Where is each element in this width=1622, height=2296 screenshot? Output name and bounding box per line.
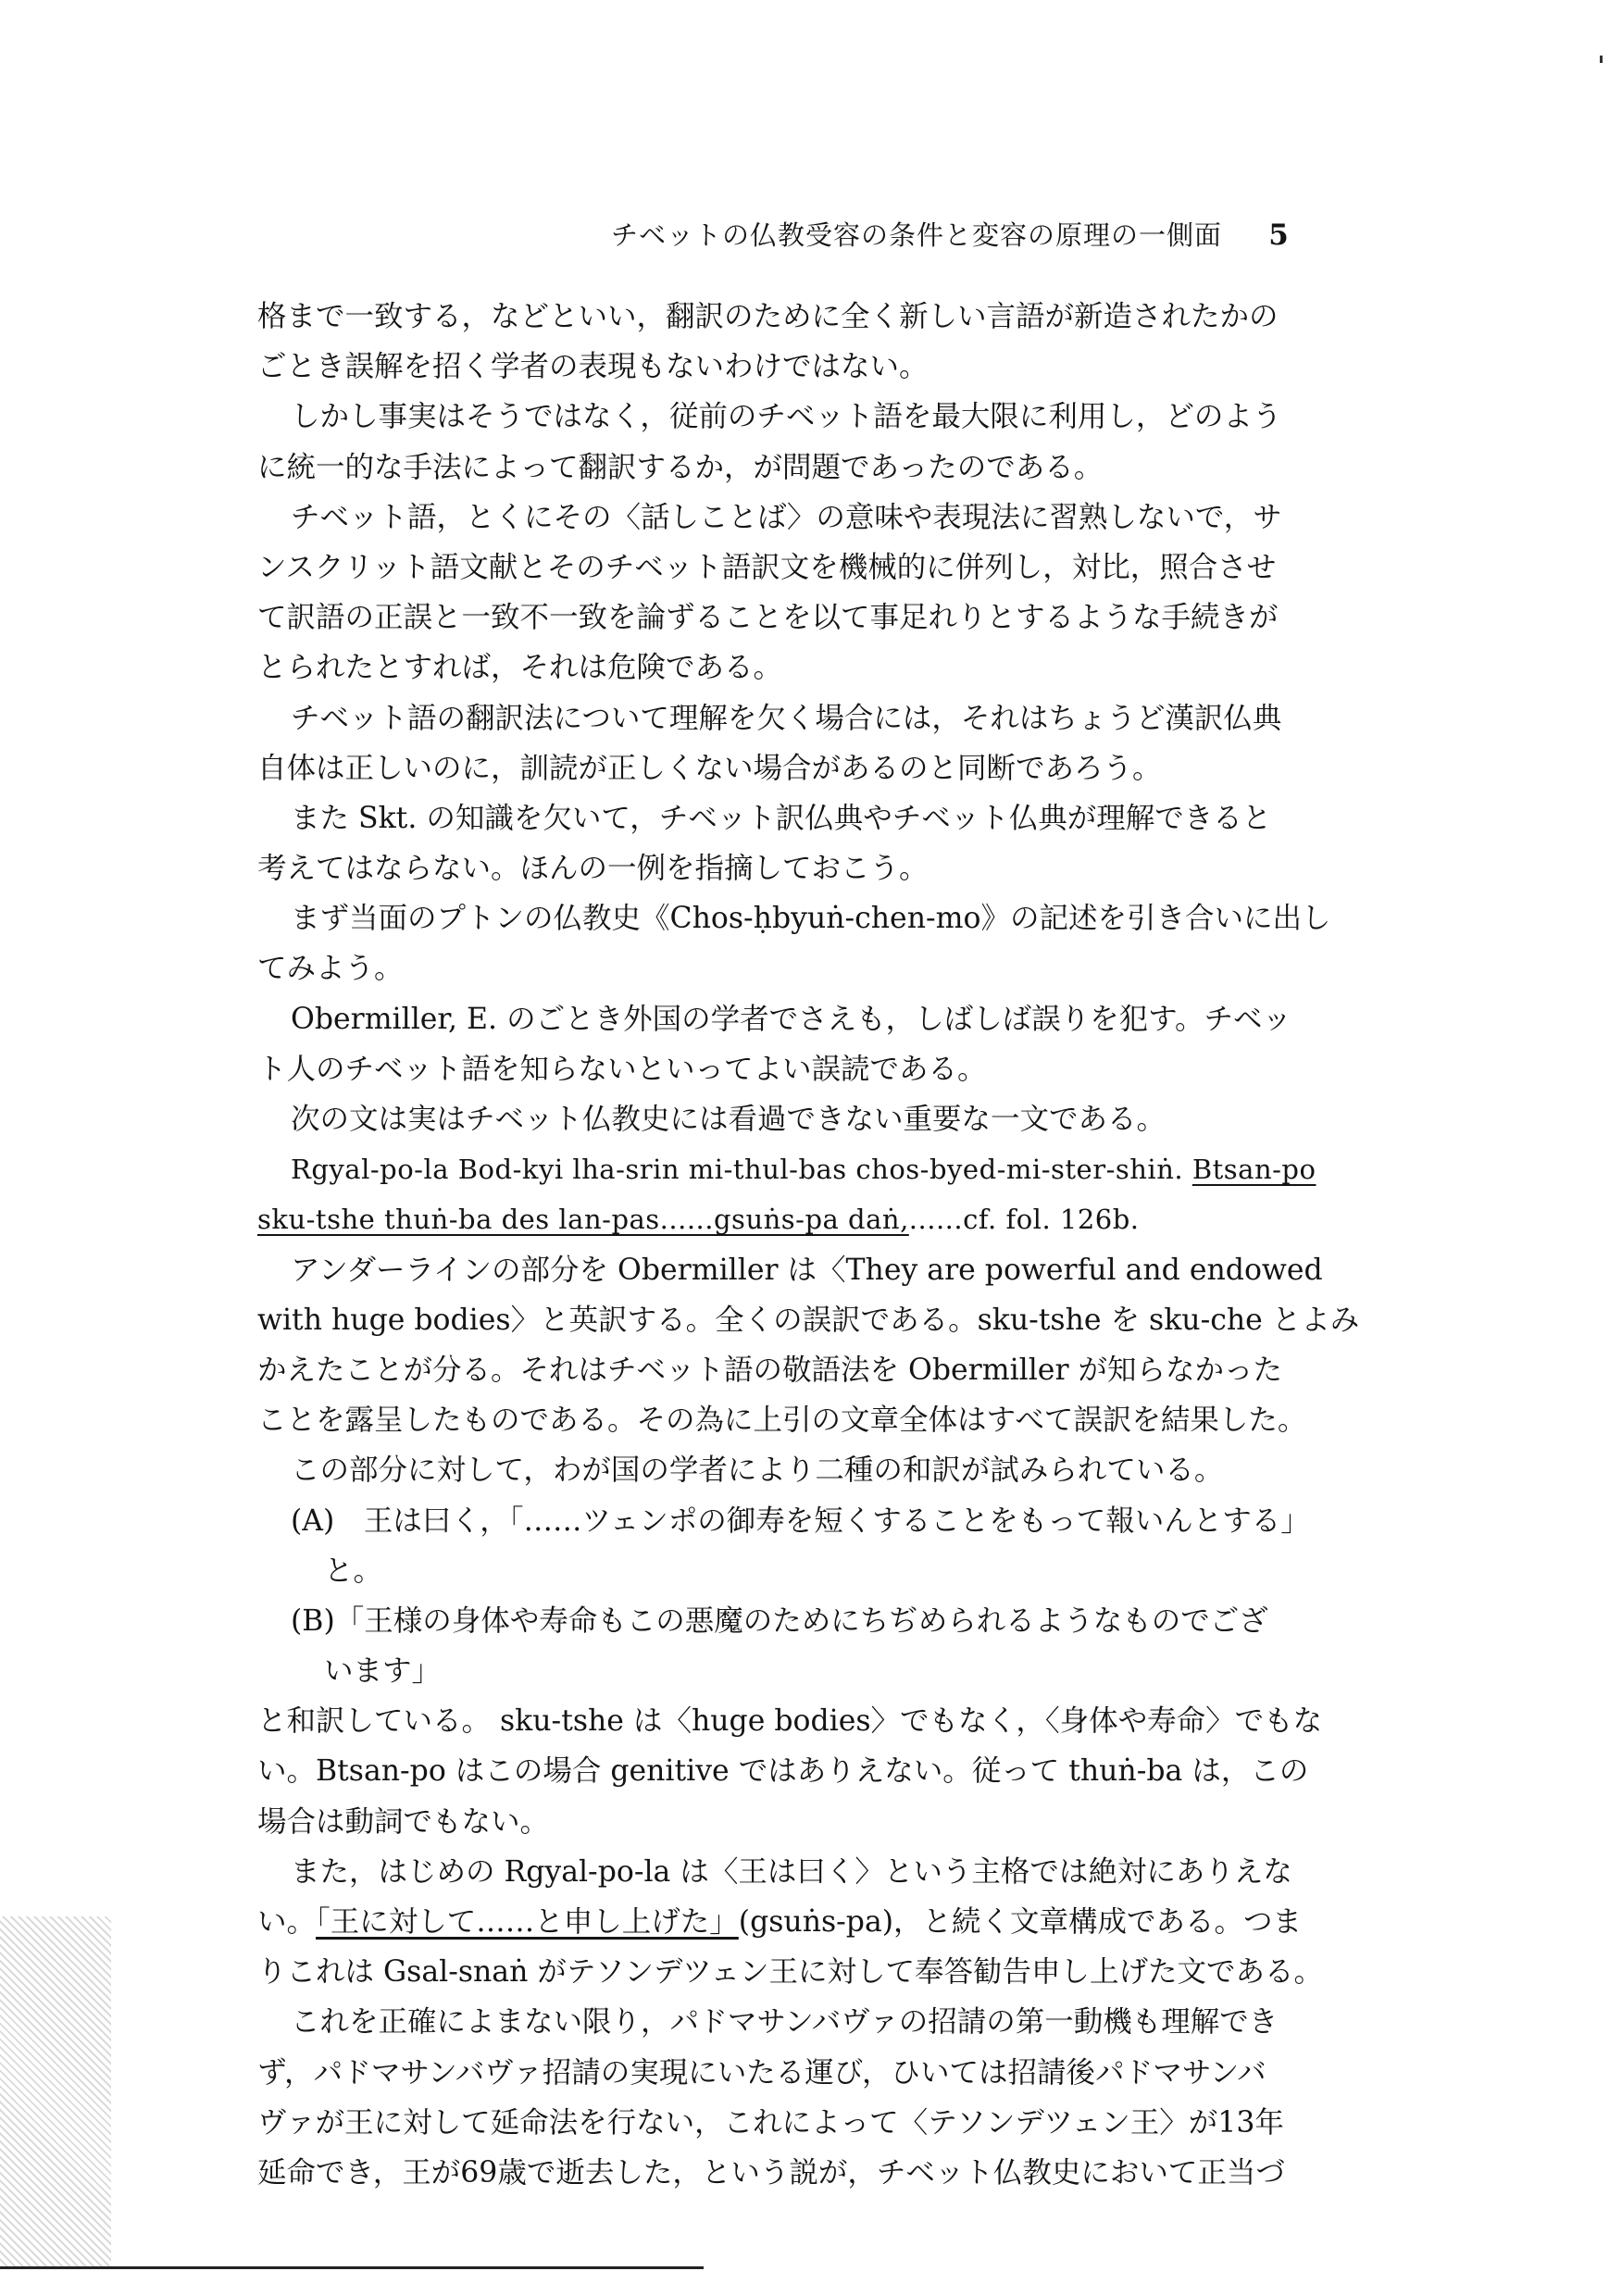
text-line: ト人のチベット語を知らないといってよい誤読である。	[257, 1052, 987, 1086]
text-line: りこれは Gsal-snaṅ がテソンデツェン王に対して奉答勧告申し上げた文である。	[257, 1955, 1323, 1990]
running-header	[611, 215, 1296, 253]
text-line: い。「王に対して……と申し上げた」(gsuṅs-pa)，と続く文章構成である。つま	[257, 1905, 1303, 1939]
text-line: sku-tshe thuṅ-ba des lan-pas......gsuṅs-pa daṅ,......cf. fol. 126b.	[257, 1204, 1140, 1236]
body-text	[257, 292, 1360, 2198]
text-line: Obermiller, E. のごとき外国の学者でさえも，しばしば誤りを犯す。チベッ	[291, 1002, 1292, 1036]
text-line: with huge bodies〉と英訳する。全くの誤訳である。sku-tshe を sku-che とよみ	[257, 1303, 1360, 1337]
underlined-phrase: Btsan-po	[1192, 1154, 1316, 1186]
text-line: とられたとすれば，それは危険である。	[257, 651, 783, 685]
text-line: (A) 王は曰く，「……ツェンポの御寿を短くすることをもって報いんとする」	[291, 1504, 1310, 1538]
text-line: チベット語の翻訳法について理解を欠く場合には，それはちょうど漢訳仏典	[291, 701, 1282, 735]
text-line: これを正確によまない限り，パドマサンバヴァの招請の第一動機も理解でき	[291, 2005, 1279, 2040]
running-title: チベットの仏教受容の条件と変容の原理の一側面	[611, 219, 1223, 251]
text-line: この部分に対して，わが国の学者により二種の和訳が試みられている。	[291, 1454, 1224, 1488]
text-line: 考えてはならない。ほんの一例を指摘しておこう。	[257, 852, 929, 886]
scan-margin-noise	[0, 1916, 111, 2268]
text-line: アンダーラインの部分を Obermiller は〈They are powerful and endowed	[291, 1253, 1323, 1287]
text-line: ごとき誤解を招く学者の表現もないわけではない。	[257, 350, 929, 384]
text-line: います」	[324, 1654, 442, 1689]
text-line: (B)「王様の身体や寿命もこの悪魔のためにちぢめられるようなものでござ	[291, 1603, 1268, 1638]
underlined-phrase: sku-tshe thuṅ-ba des lan-pas......gsuṅs-pa daṅ,	[257, 1204, 909, 1236]
underlined-phrase: 「王に対して……と申し上げた」	[316, 1905, 739, 1939]
text-line: に統一的な手法によって翻訳するか，が問題であったのである。	[257, 450, 1104, 484]
text-line: チベット語，とくにその〈話しことば〉の意味や表現法に習熟しないで，サ	[291, 500, 1282, 534]
text-line: しかし事実はそうではなく，従前のチベット語を最大限に利用し，どのよう	[291, 400, 1282, 434]
text-line: てみよう。	[257, 952, 404, 986]
text-line: ことを露呈したものである。その為に上引の文章全体はすべて誤訳を結果した。	[257, 1404, 1307, 1438]
text-line: 格まで一致する，などといい，翻訳のために全く新しい言語が新造されたかの	[257, 300, 1279, 333]
text-line: ず，パドマサンバヴァ招請の実現にいたる運び，ひいては招請後パドマサンバ	[257, 2055, 1266, 2090]
page-number: 5	[1268, 218, 1290, 252]
text-line: と和訳している。 sku-tshe は〈huge bodies〉でもなく，〈身体や寿命〉でもな	[257, 1704, 1323, 1739]
text-line: また，はじめの Rgyal-po-la は〈王は曰く〉という主格では絶対にありえな	[291, 1854, 1292, 1889]
text-line: と。	[324, 1554, 383, 1588]
text-line: 場合は動詞でもない。	[257, 1804, 550, 1839]
text-line: て訳語の正誤と一致不一致を論ずることを以て事足れりとするような手続きが	[257, 601, 1279, 635]
text-line: Rgyal-po-la Bod-kyi lha-srin mi-thul-bas chos-byed-mi-ster-shiṅ. Btsan-po	[291, 1154, 1316, 1186]
scan-speck	[1600, 56, 1603, 63]
text-line: かえたことが分る。それはチベット語の敬語法を Obermiller が知らなかった	[257, 1353, 1283, 1387]
text-line: 延命でき，王が69歳で逝去した，という説が，チベット仏教史において正当づ	[257, 2155, 1285, 2190]
text-line: まず当面のプトンの仏教史《Chos-ḥbyuṅ-chen-mo》の記述を引き合いに出し	[291, 902, 1331, 936]
text-line: また Skt. の知識を欠いて，チベット訳仏典やチベット仏典が理解できると	[291, 801, 1272, 835]
scan-bottom-edge	[0, 2266, 704, 2269]
text-line: い。Btsan-po はこの場合 genitive ではありえない。従って thuṅ-ba は，この	[257, 1754, 1309, 1789]
text-line: 次の文は実はチベット仏教史には看過できない重要な一文である。	[291, 1103, 1167, 1136]
text-line: 自体は正しいのに，訓読が正しくない場合があるのと同断であろう。	[257, 751, 1162, 785]
text-line: ンスクリット語文献とそのチベット語訳文を機械的に併列し，対比，照合させ	[257, 550, 1277, 584]
text-line: ヴァが王に対して延命法を行ない，これによって〈テソンデツェン王〉が13年	[257, 2105, 1284, 2140]
